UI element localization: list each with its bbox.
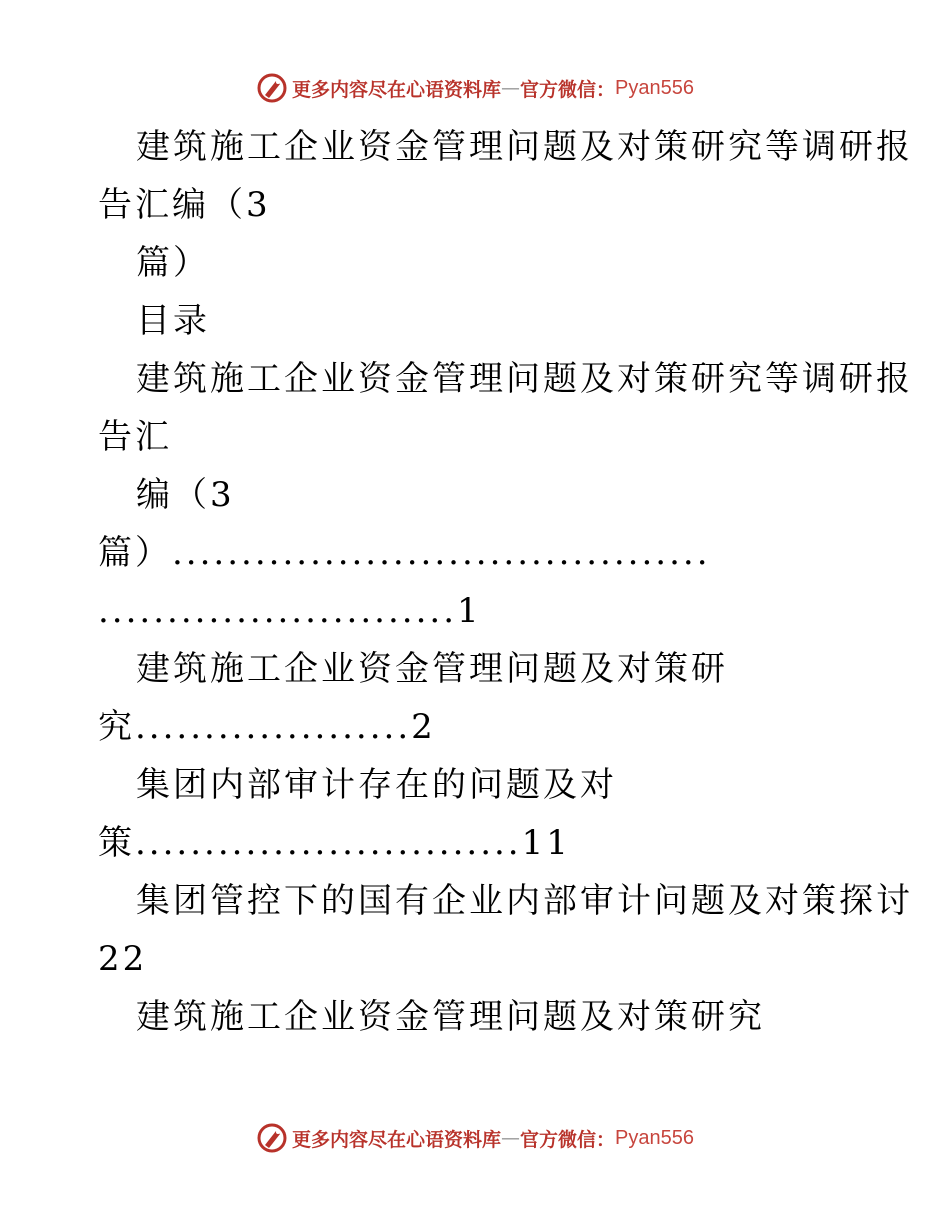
watermark-dash: —	[501, 1127, 521, 1149]
toc-heading: 目录	[136, 301, 210, 341]
watermark-wechat-id: Pyan556	[615, 76, 694, 99]
document-body	[98, 118, 913, 1046]
title-line-1: 建筑施工企业资金管理问题及对策研究等调研报	[136, 127, 913, 167]
watermark-wechat-label: 官方微信：	[520, 1128, 616, 1151]
title-line-2: 告汇编（3	[98, 185, 271, 225]
toc-entry-1-line-2: 告汇	[98, 417, 172, 457]
toc-entry-1-page: ..........................1	[98, 591, 482, 631]
toc-entry-1-line-3: 编（3	[136, 475, 235, 515]
watermark-wechat-id: Pyan556	[615, 1126, 694, 1149]
watermark-wechat-label: 官方微信：	[520, 78, 616, 101]
toc-entry-1-line-1: 建筑施工企业资金管理问题及对策研究等调研报	[136, 359, 913, 399]
pen-logo-icon	[256, 1122, 288, 1154]
toc-entry-1-line-4: 篇）.......................................	[98, 533, 711, 573]
watermark-footer	[0, 1122, 950, 1154]
section-heading: 建筑施工企业资金管理问题及对策研究	[136, 997, 765, 1037]
title-line-3: 篇）	[136, 243, 210, 283]
toc-entry-2-line-1: 建筑施工企业资金管理问题及对策研	[136, 649, 728, 689]
pen-logo-icon	[256, 72, 288, 104]
toc-entry-4-page: 22	[98, 939, 148, 979]
watermark-dash: —	[501, 77, 521, 99]
toc-entry-2-page: 究....................2	[98, 707, 436, 747]
watermark-main-text: 更多内容尽在心语资料库	[292, 78, 502, 101]
toc-entry-4-line-1: 集团管控下的国有企业内部审计问题及对策探讨	[136, 881, 913, 921]
toc-entry-3-page: 策............................11	[98, 823, 571, 863]
watermark-header	[0, 72, 950, 104]
watermark-main-text: 更多内容尽在心语资料库	[292, 1128, 502, 1151]
toc-entry-3-line-1: 集团内部审计存在的问题及对	[136, 765, 617, 805]
